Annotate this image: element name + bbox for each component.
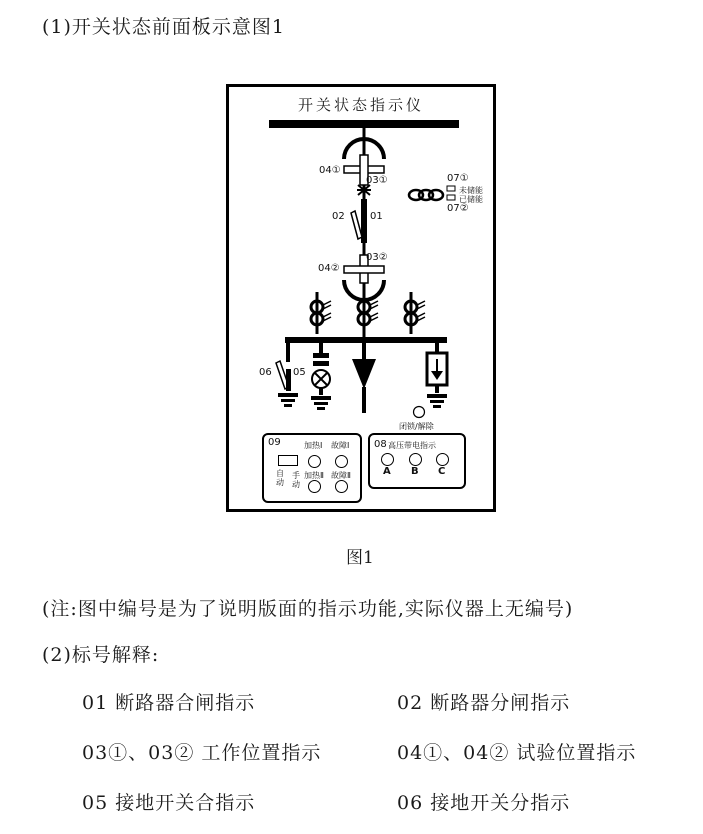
uncharged-indicator: [447, 186, 455, 191]
phase-b-label: B: [411, 466, 419, 477]
earth-symbol-right-icon: [427, 394, 447, 408]
busbar: [269, 120, 459, 128]
label-fault-1: 故障Ⅰ: [331, 441, 350, 450]
label-05: 05: [293, 367, 306, 378]
lower-bus: [285, 337, 447, 343]
label-07-2: 07②: [447, 203, 469, 214]
label-heater-2: 加热Ⅱ: [304, 471, 324, 480]
item-06: 06 接地开关分指示: [397, 792, 571, 814]
box-08-number: 08: [374, 439, 387, 450]
label-07-1: 07①: [447, 173, 469, 184]
box-09-heater-control: [262, 433, 362, 503]
item-01: 01 断路器合闸指示: [82, 692, 256, 714]
label-fault-2: 故障Ⅱ: [331, 471, 351, 480]
label-02: 02: [332, 211, 345, 222]
charged-indicator: [447, 195, 455, 200]
label-06: 06: [259, 367, 272, 378]
figure-caption: 图1: [346, 548, 374, 568]
outgoing-arrow-icon: [352, 359, 376, 389]
label-manual: 手 动: [292, 471, 300, 489]
current-transformer-middle-icon: [358, 301, 378, 325]
label-heater-1: 加热Ⅰ: [304, 441, 323, 450]
label-03-2: 03②: [366, 252, 388, 263]
heater-1-lamp: [308, 455, 321, 468]
phase-c-label: C: [438, 466, 446, 477]
label-04-1: 04①: [319, 165, 341, 176]
earth-symbol-left-icon: [278, 393, 298, 407]
box-08-hv-live-indicator: [368, 433, 466, 489]
label-lock-unlock: 闭锁/解除: [399, 422, 434, 431]
item-03: 03①、03② 工作位置指示: [82, 742, 322, 764]
switch-status-panel: [226, 84, 496, 512]
lock-unlock-button: [414, 407, 425, 418]
lamp-indicator-icon: [312, 370, 330, 388]
label-04-2: 04②: [318, 263, 340, 274]
heater-2-lamp: [308, 480, 321, 493]
item-02: 02 断路器分闸指示: [397, 692, 571, 714]
spring-energy-icon: [409, 190, 443, 200]
section-heading-2: (2)标号解释:: [42, 644, 160, 666]
label-01: 01: [370, 211, 383, 222]
auto-manual-switch[interactable]: [278, 455, 298, 466]
phase-a-label: A: [383, 466, 391, 477]
fault-2-lamp: [335, 480, 348, 493]
fault-1-lamp: [335, 455, 348, 468]
panel-title: 开关状态指示仪: [297, 96, 424, 114]
phase-b-lamp: [409, 453, 422, 466]
earth-switch-closed-indicator: [286, 369, 291, 391]
hv-live-indicator-title: 高压带电指示: [388, 441, 436, 450]
note-text: (注:图中编号是为了说明版面的指示功能,实际仪器上无编号): [42, 598, 574, 620]
label-charged: 已储能: [459, 195, 483, 204]
earth-symbol-middle-icon: [311, 396, 331, 410]
breaker-open-indicator: [351, 211, 362, 239]
label-03-1: 03①: [366, 175, 388, 186]
item-04: 04①、04② 试验位置指示: [397, 742, 637, 764]
label-auto: 自 动: [276, 469, 284, 487]
item-05: 05 接地开关合指示: [82, 792, 256, 814]
lower-cross-bar: [344, 266, 384, 273]
current-transformer-left-icon: [311, 292, 331, 334]
box-09-number: 09: [268, 437, 281, 448]
label-uncharged: 未储能: [459, 186, 483, 195]
phase-c-lamp: [436, 453, 449, 466]
section-heading-1: (1)开关状态前面板示意图1: [42, 16, 286, 38]
phase-a-lamp: [381, 453, 394, 466]
current-transformer-right-icon: [405, 292, 425, 334]
